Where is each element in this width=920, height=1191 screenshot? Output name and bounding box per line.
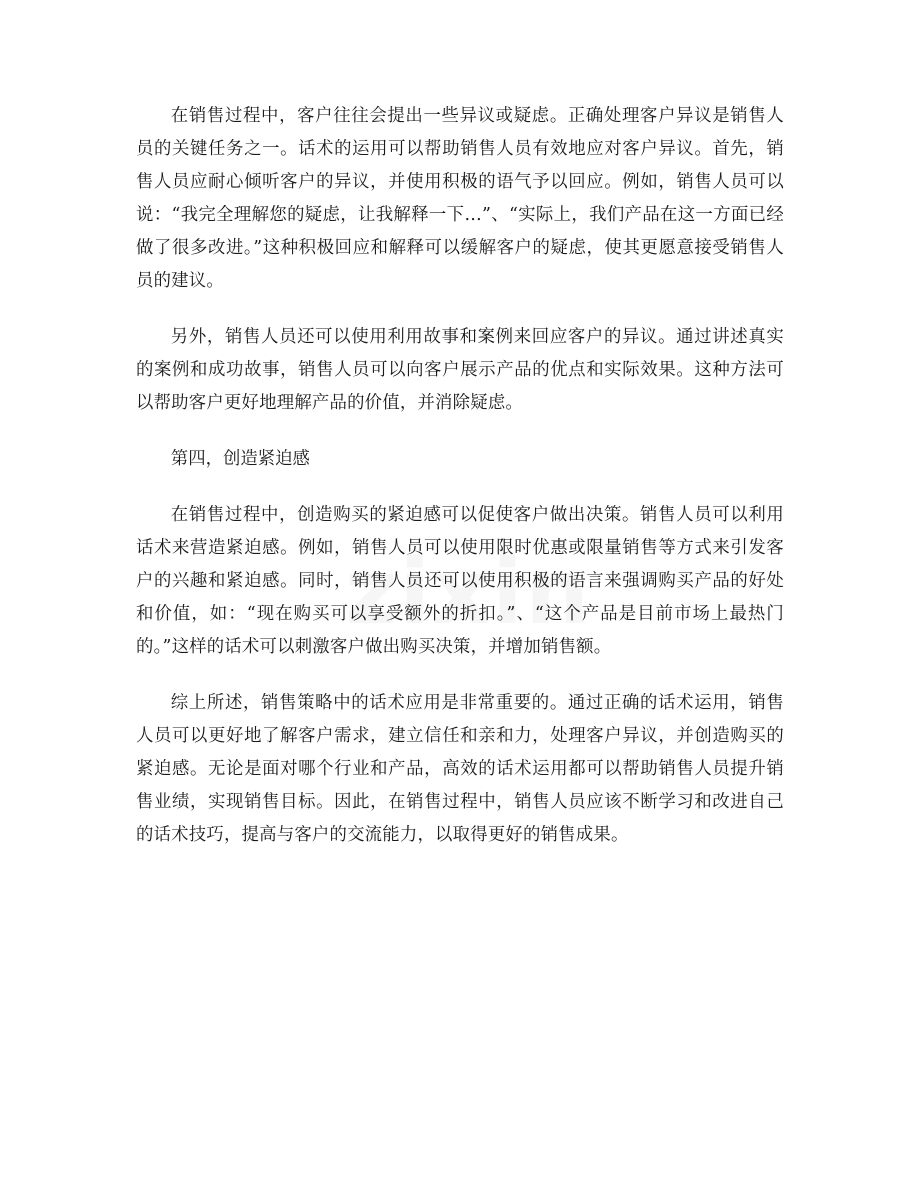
paragraph-stories-cases: 另外，销售人员还可以使用利用故事和案例来回应客户的异议。通过讲述真实的案例和成功故事，销售人员可以向客户展示产品的优点和实际效果。这种方法可以帮助客户更好地理解产品的价值，并消除疑虑。 xyxy=(136,327,784,413)
paragraph-urgency: 在销售过程中，创造购买的紧迫感可以促使客户做出决策。销售人员可以利用话术来营造紧迫感。例如，销售人员可以使用限时优惠或限量销售等方式来引发客户的兴趣和紧迫感。同时，销售人员还可以使用积极的语言来强调购买产品的好处和价值，如：“现在购买可以享受额外的折扣。”、“这个产品是目前市场上最热门的。”这样的话术可以刺激客户做出购买决策，并增加销售额。 xyxy=(136,505,784,657)
document-body xyxy=(136,100,784,875)
section-heading-urgency: 第四，创造紧迫感 xyxy=(170,449,310,469)
paragraph-objection-handling: 在销售过程中，客户往往会提出一些异议或疑虑。正确处理客户异议是销售人员的关键任务之一。话术的运用可以帮助销售人员有效地应对客户异议。首先，销售人员应耐心倾听客户的异议，并使用积极的语气予以回应。例如，销售人员可以说：“我完全理解您的疑虑，让我解释一下…”、“实际上，我们产品在这一方面已经做了很多改进。”这种积极回应和解释可以缓解客户的疑虑，使其更愿意接受销售人员的建议。 xyxy=(136,106,784,291)
paragraph-summary: 综上所述，销售策略中的话术应用是非常重要的。通过正确的话术运用，销售人员可以更好地了解客户需求，建立信任和亲和力，处理客户异议，并创造购买的紧迫感。无论是面对哪个行业和产品，高效的话术运用都可以帮助销售人员提升销售业绩，实现销售目标。因此，在销售过程中，销售人员应该不断学习和改进自己的话术技巧，提高与客户的交流能力，以取得更好的销售成果。 xyxy=(136,693,784,845)
